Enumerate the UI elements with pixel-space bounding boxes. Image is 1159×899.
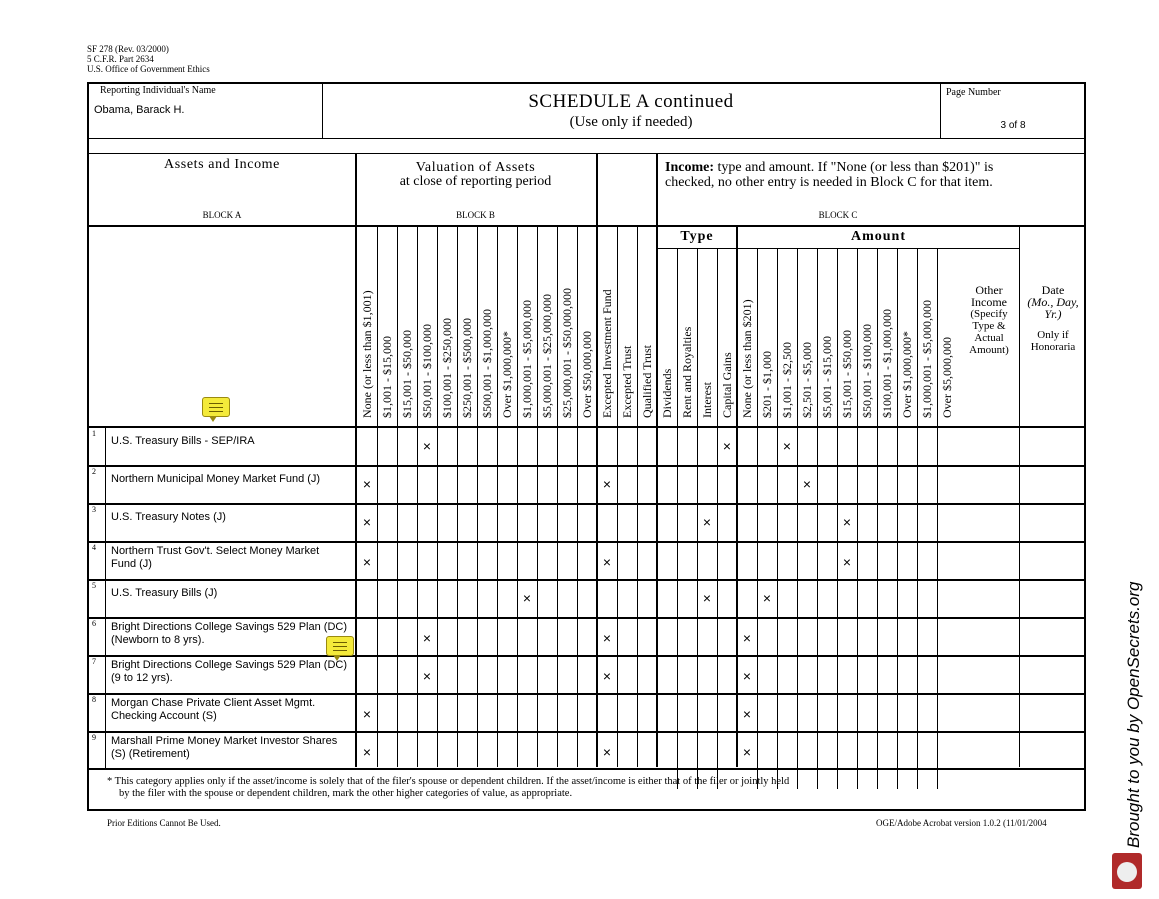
column-header: $15,001 - $50,000 <box>840 330 854 418</box>
checkbox-x-mark: × <box>362 744 372 760</box>
checkbox-x-mark: × <box>742 668 752 684</box>
checkbox-x-mark: × <box>422 438 432 454</box>
footer-left: Prior Editions Cannot Be Used. <box>107 818 221 828</box>
divider <box>717 249 718 789</box>
block-b-title: Valuation of Assets <box>415 160 536 175</box>
other-income-line: Type & <box>972 320 1006 332</box>
divider <box>517 227 518 767</box>
checkbox-x-mark: × <box>602 630 612 646</box>
column-header: $201 - $1,000 <box>760 351 774 418</box>
block-c-title <box>665 160 993 176</box>
date-header <box>1020 284 1086 353</box>
checkbox-x-mark: × <box>842 514 852 530</box>
date-header-line: Honoraria <box>1030 341 1076 353</box>
other-income-header <box>960 284 1018 356</box>
divider <box>637 227 638 767</box>
column-header: Capital Gains <box>720 352 734 418</box>
divider <box>477 227 478 767</box>
opensecrets-logo-mark <box>1117 862 1137 882</box>
asset-name: Checking Account (S) <box>111 710 217 722</box>
date-header-line: Yr.) <box>1044 307 1062 321</box>
divider <box>857 249 858 789</box>
footnote-line2: by the filer with the spouse or dependent children, mark the other higher categories of value, as appropriate. <box>119 788 573 799</box>
block-c-title-rest: type and amount. If "None (or less than $201)" is <box>714 160 994 175</box>
checkbox-x-mark: × <box>522 590 532 606</box>
other-income-line: Other <box>975 283 1003 297</box>
divider <box>757 249 758 789</box>
checkbox-x-mark: × <box>782 438 792 454</box>
column-header: None (or less than $201) <box>740 299 754 418</box>
checkbox-x-mark: × <box>362 554 372 570</box>
divider <box>87 768 1086 770</box>
row-number: 6 <box>92 619 96 628</box>
divider <box>777 249 778 789</box>
checkbox-x-mark: × <box>802 476 812 492</box>
column-header: $1,001 - $15,000 <box>380 336 394 418</box>
block-a-title: Assets and Income <box>164 157 280 172</box>
divider <box>797 249 798 789</box>
table-row <box>87 579 1086 581</box>
page-number: 3 of 8 <box>1000 120 1026 131</box>
column-header: $1,001 - $2,500 <box>780 342 794 418</box>
asset-name: U.S. Treasury Bills (J) <box>111 587 218 599</box>
divider <box>736 227 738 767</box>
footer-right: OGE/Adobe Acrobat version 1.0.2 (11/01/2004 <box>876 818 1047 828</box>
page-subtitle: (Use only if needed) <box>569 114 693 130</box>
block-c-label: BLOCK C <box>818 210 858 220</box>
amount-label: Amount <box>850 229 906 244</box>
column-header: $1,000,001 - $5,000,000 <box>920 300 934 418</box>
checkbox-x-mark: × <box>362 476 372 492</box>
asset-name: Morgan Chase Private Client Asset Mgmt. <box>111 697 316 709</box>
checkbox-x-mark: × <box>602 554 612 570</box>
other-income-line: Amount) <box>969 344 1009 356</box>
row-number: 2 <box>92 467 96 476</box>
divider <box>937 249 938 789</box>
column-header: $5,000,001 - $25,000,000 <box>540 294 554 418</box>
divider <box>897 249 898 789</box>
divider <box>557 227 558 767</box>
other-income-line: Actual <box>974 332 1004 344</box>
table-row <box>87 617 1086 619</box>
checkbox-x-mark: × <box>722 438 732 454</box>
column-header: $250,001 - $500,000 <box>460 318 474 418</box>
column-header: $50,001 - $100,000 <box>420 324 434 418</box>
footnote-line1: * This category applies only if the asset/income is solely that of the filer's spouse or dependent children. If the asset/income is either that of the filer or jointly held <box>107 776 790 787</box>
column-header: Rent and Royalties <box>680 326 694 418</box>
column-header: Over $5,000,000 <box>940 337 954 418</box>
column-header: $2,501 - $5,000 <box>800 342 814 418</box>
asset-name: Bright Directions College Savings 529 Plan (DC) <box>111 659 347 671</box>
asset-name: (9 to 12 yrs). <box>111 672 173 684</box>
divider <box>355 153 357 767</box>
divider <box>87 138 1086 139</box>
comment-note-icon[interactable] <box>202 397 230 417</box>
other-income-line: Income <box>971 295 1007 309</box>
divider <box>817 249 818 789</box>
asset-name: Fund (J) <box>111 558 152 570</box>
table-row <box>87 503 1086 505</box>
table-row <box>87 731 1086 733</box>
checkbox-x-mark: × <box>422 668 432 684</box>
asset-name: Bright Directions College Savings 529 Plan (DC) <box>111 621 347 633</box>
asset-name: U.S. Treasury Bills - SEP/IRA <box>111 435 255 447</box>
column-header: Dividends <box>660 368 674 418</box>
divider <box>417 227 418 767</box>
checkbox-x-mark: × <box>762 590 772 606</box>
column-header: $15,001 - $50,000 <box>400 330 414 418</box>
divider <box>87 153 1086 154</box>
page-number-label: Page Number <box>946 87 1001 98</box>
divider <box>877 249 878 789</box>
asset-name: Northern Trust Gov't. Select Money Market <box>111 545 320 557</box>
divider <box>617 227 618 767</box>
form-agency: U.S. Office of Government Ethics <box>87 64 210 74</box>
row-number: 7 <box>92 657 96 666</box>
block-b-subtitle: at close of reporting period <box>399 174 552 189</box>
divider <box>87 426 1086 428</box>
date-header-line: (Mo., Day, <box>1027 295 1079 309</box>
asset-name: Marshall Prime Money Market Investor Shares <box>111 735 338 747</box>
row-number: 1 <box>92 429 96 438</box>
divider <box>397 227 398 767</box>
block-c-title-line2: checked, no other entry is needed in Block C for that item. <box>665 175 993 190</box>
column-header: Qualified Trust <box>640 344 654 418</box>
asset-name: (S) (Retirement) <box>111 748 190 760</box>
checkbox-x-mark: × <box>842 554 852 570</box>
divider <box>537 227 538 767</box>
column-header: Interest <box>700 382 714 418</box>
row-number: 8 <box>92 695 96 704</box>
divider <box>917 249 918 789</box>
block-b-label: BLOCK B <box>456 210 495 220</box>
checkbox-x-mark: × <box>702 514 712 530</box>
date-header-line: Only if <box>1037 329 1069 341</box>
column-header: $50,001 - $100,000 <box>860 324 874 418</box>
divider <box>105 427 106 768</box>
row-number: 5 <box>92 581 96 590</box>
column-header: Over $1,000,000* <box>900 331 914 418</box>
column-header: $5,001 - $15,000 <box>820 336 834 418</box>
opensecrets-watermark: Brought to you by OpenSecrets.org <box>1124 581 1143 848</box>
checkbox-x-mark: × <box>602 668 612 684</box>
checkbox-x-mark: × <box>742 630 752 646</box>
checkbox-x-mark: × <box>602 476 612 492</box>
asset-name: (Newborn to 8 yrs). <box>111 634 205 646</box>
asset-name: U.S. Treasury Notes (J) <box>111 511 226 523</box>
row-number: 3 <box>92 505 96 514</box>
page-title: SCHEDULE A continued <box>528 91 734 112</box>
row-number: 4 <box>92 543 96 552</box>
column-header: $1,000,001 - $5,000,000 <box>520 300 534 418</box>
block-a-label: BLOCK A <box>202 210 242 220</box>
column-header: $100,001 - $1,000,000 <box>880 309 894 418</box>
checkbox-x-mark: × <box>702 590 712 606</box>
row-number: 9 <box>92 733 96 742</box>
divider <box>677 249 678 789</box>
divider <box>497 227 498 767</box>
checkbox-x-mark: × <box>742 744 752 760</box>
other-income-line: (Specify <box>970 308 1008 320</box>
table-row <box>87 541 1086 543</box>
divider <box>87 225 1086 227</box>
reporter-name: Obama, Barack H. <box>94 104 185 116</box>
checkbox-x-mark: × <box>362 706 372 722</box>
table-row <box>87 465 1086 467</box>
column-header: Over $1,000,000* <box>500 331 514 418</box>
column-header: $500,001 - $1,000,000 <box>480 309 494 418</box>
column-header: $25,000,001 - $50,000,000 <box>560 288 574 418</box>
column-header: None (or less than $1,001) <box>360 290 374 418</box>
checkbox-x-mark: × <box>422 630 432 646</box>
column-header: Excepted Trust <box>620 345 634 418</box>
divider <box>577 227 578 767</box>
column-header: Over $50,000,000 <box>580 331 594 418</box>
block-c-title-bold: Income: <box>665 160 714 175</box>
divider <box>656 153 658 767</box>
checkbox-x-mark: × <box>362 514 372 530</box>
form-number: SF 278 (Rev. 03/2000) <box>87 44 169 54</box>
divider <box>457 227 458 767</box>
divider <box>437 227 438 767</box>
checkbox-x-mark: × <box>742 706 752 722</box>
divider <box>657 248 1019 249</box>
table-row <box>87 655 1086 657</box>
column-header: $100,001 - $250,000 <box>440 318 454 418</box>
date-header-line: Date <box>1041 283 1065 297</box>
asset-name: Northern Municipal Money Market Fund (J) <box>111 473 321 485</box>
comment-note-icon[interactable] <box>326 636 354 656</box>
form-cfr: 5 C.F.R. Part 2634 <box>87 54 154 64</box>
reporter-label: Reporting Individual's Name <box>100 85 216 96</box>
divider <box>377 227 378 767</box>
column-header: Excepted Investment Fund <box>600 289 614 418</box>
table-row <box>87 693 1086 695</box>
type-label: Type <box>680 229 714 244</box>
checkbox-x-mark: × <box>602 744 612 760</box>
